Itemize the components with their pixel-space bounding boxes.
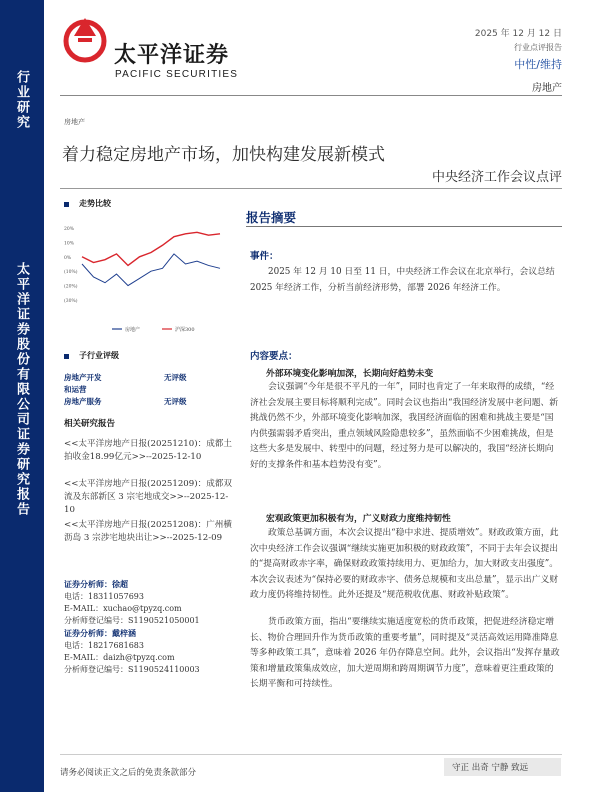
trend-chart (62, 214, 222, 342)
event-heading: 事件： (250, 251, 279, 262)
analyst-email[interactable]: E-MAIL：xuchao@tpyzq.com (64, 604, 182, 613)
analyst-cert: 分析师登记编号：S1190521050001 (64, 616, 200, 625)
sub-industry-name: 和运营 (64, 385, 87, 394)
analyst-role: 证券分析师： (64, 628, 112, 638)
related-report-link[interactable]: <<太平洋房地产日报(20251209)：成都双流及东部新区 3 宗宅地成交>>--2025-12-10 (64, 479, 232, 515)
summary-divider (246, 226, 562, 227)
point-1-heading: 外部环境变化影响加深，长期向好趋势未变 (266, 369, 434, 379)
report-type: 行业点评报告 (514, 43, 562, 52)
logo-mark-icon (60, 14, 110, 64)
sub-industry-name: 房地产服务 (64, 397, 102, 406)
square-bullet-icon (64, 354, 69, 359)
sub-industry-title: 子行业评级 (79, 350, 119, 360)
y-tick-label: 20% (64, 227, 75, 232)
series-line-realestate (82, 254, 220, 286)
analyst-name: 徐超 (112, 579, 128, 589)
series-line-hs300 (82, 232, 220, 265)
square-bullet-icon (64, 202, 69, 207)
logo-cn: 太平洋证券 (114, 43, 230, 68)
related-heading: 相关研究报告 (64, 419, 116, 429)
legend-label: 房地产 (125, 327, 141, 333)
y-tick-label: (20%) (64, 284, 78, 290)
legend-label: 沪深300 (175, 327, 195, 333)
y-tick-label: (30%) (64, 299, 78, 304)
trend-heading (64, 198, 111, 209)
analyst-email[interactable]: E-MAIL：daizh@tpyzq.com (64, 653, 175, 662)
sub-industry-rating: 无评级 (164, 397, 187, 406)
related-report-link[interactable]: <<太平洋房地产日报(20251208)：广州横沥岛 3 宗涉宅地块出让>>--2025-12-09 (64, 520, 232, 543)
title-divider (60, 188, 562, 189)
page-subtitle: 中央经济工作会议点评 (431, 170, 562, 185)
header-divider (60, 95, 562, 96)
event-text: 2025 年 12 月 10 日至 11 日，中央经济工作会议在北京举行，会议总结 2025 年经济工作，分析当前经济形势，部署 2026 年经济工作。 (250, 267, 555, 293)
footer-disclaimer: 请务必阅读正文之后的免责条款部分 (60, 768, 197, 778)
sub-industry-heading (64, 350, 119, 361)
report-rating: 中性/维持 (514, 58, 562, 71)
sub-industry-name: 房地产开发 (64, 373, 102, 382)
footer-divider (60, 754, 562, 755)
analyst-phone: 电话：18217681683 (64, 641, 144, 650)
sidebar-bottom-text: 太平洋证券股份有限公司证券研究报告 (14, 262, 29, 517)
footer-motto: 守正 出奇 宁静 致远 (452, 763, 529, 773)
section-label: 房地产 (64, 118, 85, 126)
logo-en: PACIFIC SECURITIES (115, 69, 239, 80)
analyst-role: 证券分析师： (64, 579, 112, 589)
sub-industry-rating: 无评级 (164, 373, 187, 382)
analyst-1 (64, 578, 200, 627)
related-report-link[interactable]: <<太平洋房地产日报(20251210)：成都土拍收金18.99亿元>>--2025-12-10 (64, 439, 232, 462)
page-title: 着力稳定房地产市场，加快构建发展新模式 (62, 145, 385, 165)
point-2-text: 政策总基调方面，本次会议提出“稳中求进、提质增效”。财政政策方面，此次中央经济工作会议强调“继续实施更加积极的财政政策”，不同于去年会议提出的“提高财政赤字率，确保财政政策持续用力、更加给力，加大财政支出强度”。本次会议表述为“保持必要的财政赤字、债务总规模和支出总量”，显示出广义财政力度仍将维持韧性。此外还提及“规范税收优惠、财政补贴政策”。 (250, 528, 559, 600)
analyst-2 (64, 627, 200, 676)
analyst-cert: 分析师登记编号：S1190524110003 (64, 665, 200, 674)
point-3-text: 货币政策方面，指出“要继续实施适度宽松的货币政策，把促进经济稳定增长、物价合理回升作为货币政策的重要考量”，同时提及“灵活高效运用降准降息等多种政策工具”，意味着 2026 年仍存降息空间。此外，会议指出“发挥存量政策和增量政策集成效应，加大逆周期和跨周期调节力度”，意味着更注重政策的长期平衡和可持续性。 (250, 617, 560, 689)
y-tick-label: 10% (64, 241, 75, 247)
summary-title: 报告摘要 (246, 210, 297, 225)
point-2-heading: 宏观政策更加积极有为，广义财政力度维持韧性 (266, 514, 451, 524)
points-heading: 内容要点： (250, 351, 298, 362)
point-1-text: 会议强调“今年是很不平凡的一年”，同时也肯定了一年来取得的成绩，“经济社会发展主要目标将顺利完成”。同时会议也指出“我国经济发展中老问题、新挑战仍然不少，外部环境变化影响加深，我国经济面临的困难和挑战主要是“国内供强需弱矛盾突出，重点领域风险隐患较多”，虽然面临不少困难挑战，但是这些大多是发展中、转型中的问题，经过努力是可以解决的，我国“经济长期向好的支撑条件和基本趋势没有变”。 (250, 382, 559, 470)
y-tick-label: 0% (64, 255, 72, 261)
trend-title: 走势比较 (79, 198, 111, 208)
analyst-name: 戴梓涵 (112, 628, 136, 638)
sidebar-top-text: 行业研究 (14, 70, 29, 130)
y-tick-label: (10%) (64, 270, 78, 276)
analyst-phone: 电话：18311057693 (64, 592, 144, 601)
footer-motto-box (444, 758, 561, 776)
report-date: 2025 年 12 月 12 日 (474, 29, 562, 39)
report-industry: 房地产 (532, 83, 562, 94)
